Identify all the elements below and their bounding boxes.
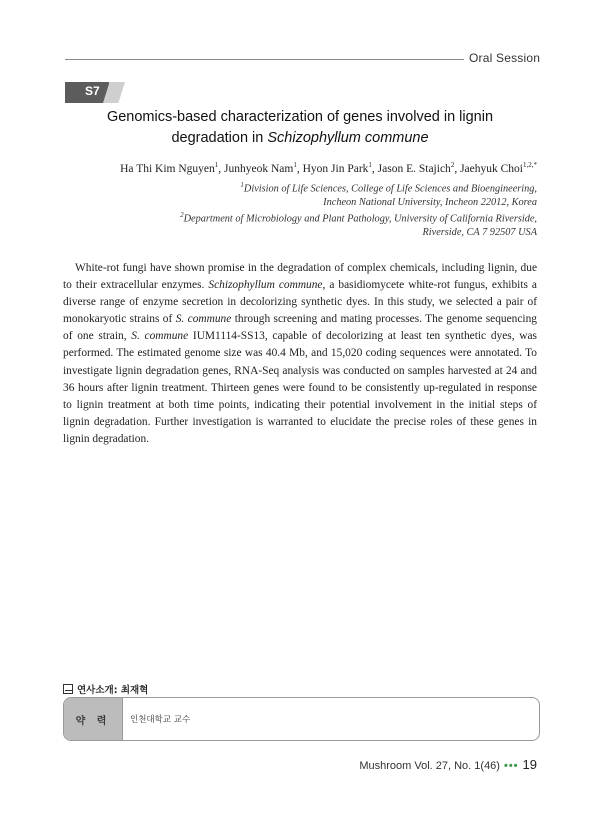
bio-tab-label: 약 력: [64, 698, 123, 740]
author-affil-sup: 2: [450, 161, 455, 169]
affiliation-1-line-1: $^1$Division of Life Sciences, College of Life Sciences and Bioengineering,: [240, 181, 537, 195]
affiliation-1-line-2: Incheon National University, Incheon 22012, Korea: [323, 197, 537, 208]
bio-text: 인천대학교 교수: [130, 715, 191, 725]
author-affil-sup: 1: [214, 161, 219, 169]
footer-dots: •••: [503, 760, 519, 772]
header-rule: [65, 59, 464, 60]
author-affil-sup: 1: [293, 161, 297, 169]
author-affil-sup: 1: [368, 161, 372, 169]
page-number: 19: [522, 757, 537, 772]
author-name: Ha Thi Kim Nguyen: [120, 162, 215, 175]
species-name: S. commune: [131, 330, 189, 343]
session-badge: [65, 82, 125, 103]
speaker-intro-label: 연사소개: 최재혁: [77, 685, 149, 696]
abstract-body: White-rot fungi have shown promise in the degradation of complex chemicals, including lignin, due to their extracellular enzymes. Schizophyllum commune, a basidiomycete white-rot fungus, exhibits a diverse range of enzyme secretion in decolorizing synthetic dyes. In this study, we selected a pair of monokaryotic strains of S. commune through screening and mating processes. The genome sequencing of one strain, S. commune IUM1114-SS13, capable of decolorizing at least ten synthetic dyes, was performed. The estimated genome size was 40.4 Mb, and 15,020 coding sequences were annotated. To investigate lignin degradation genes, RNA-Seq analysis was conducted on samples harvested at 24 and 36 hours after lignin treatment. Thirteen genes were found to be consistently up-regulated in response to lignin treatment at both time points, indicating their potential involvement in the initial steps of lignin degradation. Further investigation is warranted to elucidate the precise roles of these genes in lignin degradation.: [63, 262, 537, 445]
affiliation-sup: 2: [180, 211, 184, 219]
author-list: Ha Thi Kim Nguyen$^1$, Junhyeok Nam$^1$, Hyon Jin Park$^1$, Jason E. Stajich$^2$, Jaehyuk Choi$^{1,2,*}$: [120, 161, 537, 175]
arrow-box-icon: [63, 684, 73, 694]
species-name: Schizophyllum commune: [208, 279, 323, 292]
species-name: S. commune: [175, 313, 232, 326]
session-code: S7: [85, 84, 100, 98]
title-line-2: [60, 128, 540, 149]
page-footer: [359, 757, 537, 772]
section-header: Oral Session: [469, 51, 541, 65]
journal-citation: Mushroom Vol. 27, No. 1(46): [359, 760, 500, 772]
author-affil-sup: 1,2,*: [523, 161, 537, 169]
affiliation-sup: 1: [240, 181, 244, 189]
speaker-bio-box: [63, 697, 540, 741]
affiliation-2-line-2: Riverside, CA 7 92507 USA: [422, 227, 537, 238]
author-name: Jason E. Stajich: [377, 162, 451, 175]
affiliation-2-line-1: $^2$Department of Microbiology and Plant Pathology, University of California Riverside,: [180, 211, 537, 225]
title-line-1: Genomics-based characterization of genes involved in lignin: [106, 109, 494, 125]
author-name: Jaehyuk Choi: [460, 162, 523, 175]
author-name: Hyon Jin Park: [302, 162, 369, 175]
title-species: Schizophyllum commune: [267, 130, 429, 146]
title-line-2-prefix: degradation in: [171, 130, 268, 146]
paper-title: [60, 107, 540, 149]
author-name: Junhyeok Nam: [224, 162, 294, 175]
